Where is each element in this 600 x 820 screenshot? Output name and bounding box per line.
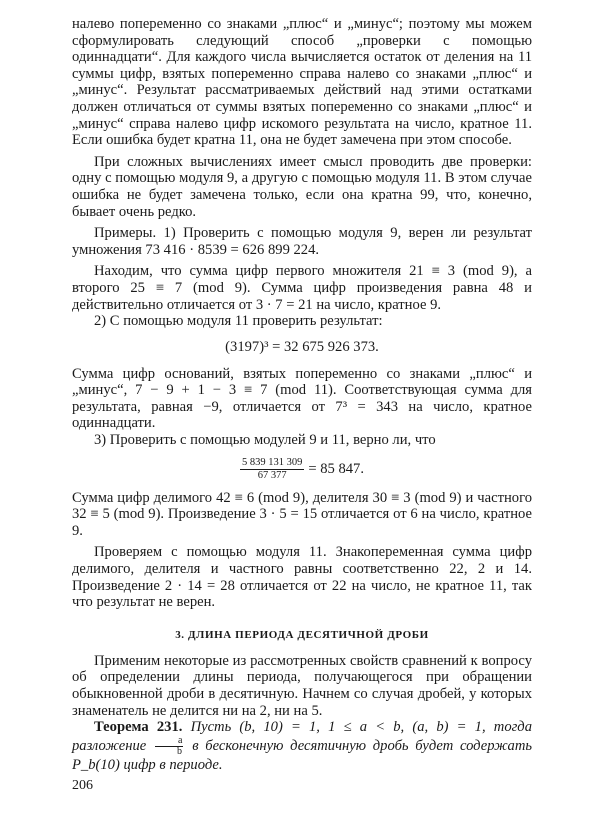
- paragraph-10: Применим некоторые из рассмотренных свойств сравнений к вопросу об определении длины периода, получающегося при обращении обыкновенной дроби в десятичную. Начнем со случая дробей, у которых знаменатель не делится ни на 2, ни на 5.: [72, 652, 532, 719]
- paragraph-5: 2) С помощью модуля 11 проверить результат:: [94, 313, 383, 330]
- paragraph-9: Проверяем с помощью модуля 11. Знакопеременная сумма цифр делимого, делителя и частного равны соответственно 22, 2 и 14. Произведение 2 · 14 = 28 отличается от 22 на число, не кратное 11, так что результат не верен.: [72, 544, 532, 611]
- formula-division: [72, 457, 532, 482]
- theorem-231: [72, 719, 532, 773]
- page-content: [72, 16, 532, 773]
- paragraph-8: Сумма цифр делимого 42 ≡ 6 (mod 9), делителя 30 ≡ 3 (mod 9) и частного 32 ≡ 5 (mod 9). Произведение 3 · 5 = 15 отличается от 6 на число, кратное 9.: [72, 489, 532, 539]
- theorem-text-1: Пусть (b, 10) = 1, 1 ≤ a < b, (a, b) = 1, тогда разложение: [72, 719, 532, 754]
- paragraph-3: Примеры. 1) Проверить с помощью модуля 9, верен ли результат умножения 73 416 · 8539 = 626 899 224.: [72, 225, 532, 258]
- paragraph-6: Сумма цифр оснований, взятых попеременно со знаками „плюс“ и „минус“, 7 − 9 + 1 − 3 ≡ 7 (mod 11). Соответствующая сумма для результата, равная −9, отличается от 7³ = 343 на число, кратное одиннадцати.: [72, 365, 532, 432]
- fraction-denominator: 67 377: [257, 469, 287, 481]
- paragraph-7: 3) Проверить с помощью модулей 9 и 11, верно ли, что: [94, 432, 436, 449]
- theorem-frac-den: b: [177, 745, 183, 757]
- page-number: 206: [72, 778, 93, 793]
- division-result: = 85 847.: [308, 460, 365, 477]
- theorem-label: Теорема 231.: [94, 719, 183, 736]
- theorem-text-2: в бесконечную десятичную дробь будет содержать P_b(10) цифр в периоде.: [72, 737, 533, 773]
- section-heading: 3. ДЛИНА ПЕРИОДА ДЕСЯТИЧНОЙ ДРОБИ: [175, 628, 429, 641]
- division-fraction: [240, 457, 304, 482]
- formula-cube: (3197)³ = 32 675 926 373.: [225, 338, 379, 355]
- paragraph-4: Находим, что сумма цифр первого множителя 21 ≡ 3 (mod 9), а второго 25 ≡ 7 (mod 9). Сумма цифр произведения равна 48 и действительно отличается от 3 · 7 = 21 на число, кратное 9.: [72, 263, 532, 313]
- theorem-frac-num: a: [155, 736, 183, 747]
- fraction-numerator: 5 839 131 309: [241, 456, 303, 468]
- paragraph-2: При сложных вычислениях имеет смысл проводить две проверки: одну с помощью модуля 9, а другую с помощью модуля 11. В этом случае ошибка не будет замечена только, если она кратна 99, что, конечно, бывает очень редко.: [72, 153, 532, 220]
- paragraph-1: налево попеременно со знаками „плюс“ и „минус“; поэтому мы можем сформулировать следующий способ „проверки с помощью одиннадцати“. Для каждого числа вычисляется остаток от деления на 11 суммы цифр, взятых попеременно справа налево со знаками „плюс“ и „минус“. Результат рассматриваемых действий над этими остатками должен отличаться от суммы взятых попеременно со знаками „плюс“ и „минус“ справа налево цифр искомого результата на число, кратное 11. Если ошибка будет кратна 11, она не будет замечена при этом способе.: [72, 16, 532, 149]
- theorem-fraction: [155, 736, 183, 757]
